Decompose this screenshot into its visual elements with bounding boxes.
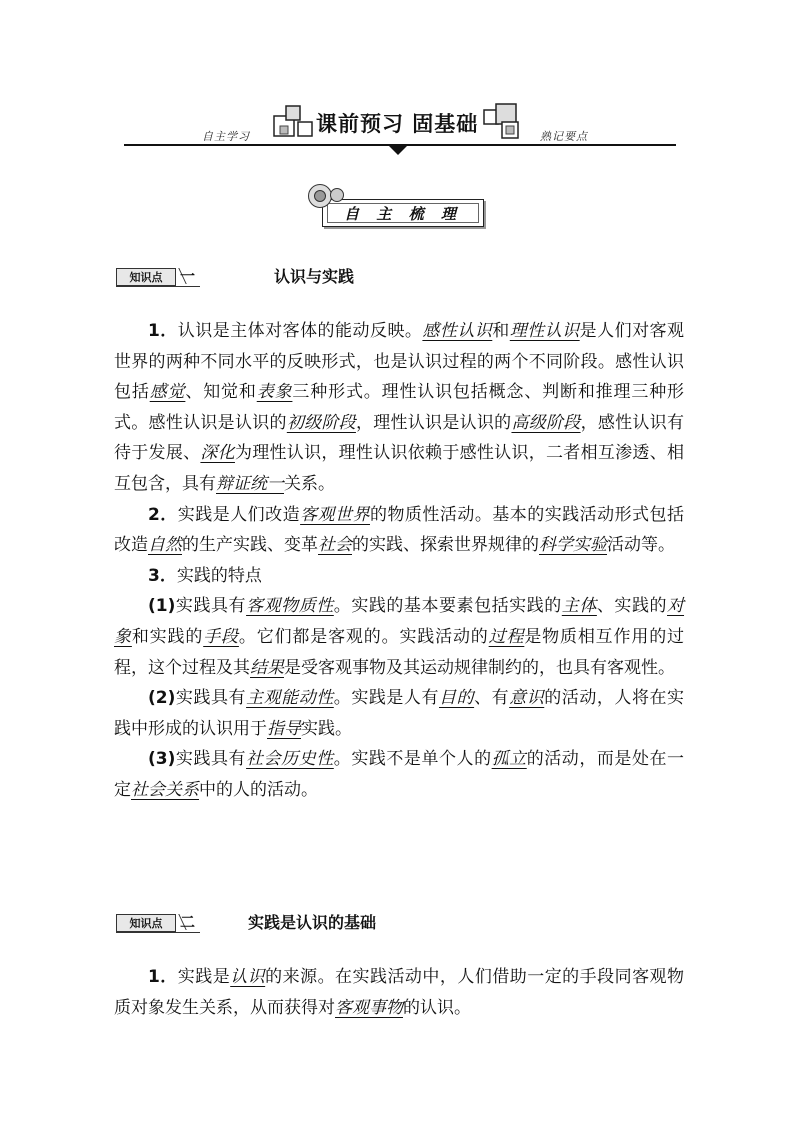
circle-ornament-icon (314, 190, 326, 202)
knowledge-point-title: 认识与实践 (274, 267, 355, 286)
paragraph-text: 的活动，而是处在一定 (114, 749, 685, 800)
paragraph-text: 的来源。在实践活动中，人们借助一定的手段同客观物质对象发生关系，从而获得对 (114, 967, 685, 1018)
underlined-term: 理性认识 (509, 321, 580, 341)
paragraph-text: ，感性认识有待于发展、 (114, 412, 684, 464)
knowledge-point-tag (116, 267, 198, 285)
paragraph (114, 962, 684, 1023)
underlined-term: 初级阶段 (286, 412, 356, 433)
knowledge-point-body (114, 316, 684, 806)
paragraph-text: 、知觉和 (185, 382, 257, 403)
paragraph-text: 的实践、探索世界规律的 (352, 535, 539, 556)
paragraph-text: 、有 (474, 688, 510, 709)
underlined-term: 社会关系 (131, 779, 199, 800)
paragraph (114, 316, 684, 500)
header-right-caption: 熟记要点 (540, 130, 588, 143)
paragraph-number: (1) (148, 596, 176, 617)
page-title: 课前预习 固基础 (316, 112, 479, 136)
underlined-term: 目的 (439, 688, 475, 709)
paragraph (114, 561, 684, 592)
paragraph-text: 是物质相互作用的过程，这个过程及其 (114, 626, 685, 678)
paragraph (114, 683, 684, 744)
paragraph-text: 实践是 (177, 967, 231, 987)
underlined-term: 孤立 (491, 749, 527, 770)
underlined-term: 感性认识 (422, 321, 493, 341)
underlined-term: 主体 (561, 596, 597, 617)
underlined-term: 深化 (200, 443, 235, 464)
paragraph-text: 。它们都是客观的。实践活动的 (238, 626, 489, 647)
square-ornament-icon (272, 102, 316, 144)
section-banner (304, 184, 490, 228)
paragraph-text: 的物质性活动。基本的实践活动形式包括改造 (114, 504, 685, 556)
paragraph-text: 和 (492, 321, 510, 341)
paragraph-text: 和实践的 (131, 626, 204, 647)
underlined-term: 科学实验 (539, 535, 607, 556)
knowledge-point-heading (116, 912, 377, 932)
paragraph-number: (3) (148, 749, 176, 770)
underlined-term: 客观世界 (300, 504, 370, 525)
underlined-term: 高级阶段 (511, 412, 581, 433)
paragraph (114, 744, 684, 805)
square-ornament-icon (480, 102, 524, 144)
paragraph-text: 、实践的 (596, 596, 668, 617)
down-arrow-icon (388, 145, 408, 155)
knowledge-point-body (114, 962, 684, 1023)
paragraph-text: 的认识。 (403, 997, 471, 1018)
paragraph-number: (2) (148, 688, 176, 709)
paragraph-text: 。实践的基本要素包括实践的 (333, 596, 562, 617)
header-left-caption: 自主学习 (202, 130, 250, 143)
underlined-term: 意识 (509, 688, 545, 709)
paragraph-text: 实践是人们改造 (177, 504, 301, 525)
paragraph-text: 实践具有 (175, 688, 247, 709)
paragraph-text: 实践。 (301, 718, 352, 739)
paragraph-text: 三种形式。理性认识包括概念、判断和推理三种形式。感性认识是认识的 (114, 382, 685, 433)
paragraph-text: 是受客观事物及其运动规律制约的，也具有客观性。 (284, 657, 675, 678)
underlined-term: 辩证统一 (216, 473, 284, 494)
underlined-term: 表象 (256, 382, 293, 403)
paragraph-number: 1． (148, 321, 178, 341)
paragraph-number: 3． (148, 565, 177, 586)
knowledge-point-heading (116, 266, 355, 286)
page-header (0, 0, 794, 160)
underlined-term: 过程 (488, 626, 525, 647)
underlined-term: 感觉 (149, 382, 186, 403)
underlined-term: 自然 (148, 535, 182, 556)
underlined-term: 社会 (318, 535, 352, 556)
paragraph-text: 活动等。 (607, 535, 675, 556)
paragraph-text: 为理性认识，理性认识依赖于感性认识，二者相互渗透、相互包含，具有 (114, 443, 684, 494)
underlined-term: 认识 (230, 967, 266, 987)
underlined-term: 结果 (250, 657, 284, 678)
knowledge-point-number: 一 (180, 267, 196, 285)
paragraph (114, 500, 684, 561)
knowledge-point-label: 知识点 (116, 268, 176, 286)
paragraph-text: 。实践不是单个人的 (333, 749, 492, 770)
paragraph-number: 1． (148, 967, 178, 987)
underlined-term: 主观能动性 (246, 688, 334, 709)
paragraph-text: 实践具有 (175, 596, 247, 617)
paragraph-text: 实践具有 (175, 749, 247, 770)
paragraph-text: 中的人的活动。 (199, 779, 318, 800)
paragraph-text: ，理性认识是认识的 (355, 412, 512, 433)
paragraph-text: 的生产实践、变革 (182, 535, 318, 556)
section-box (322, 199, 484, 227)
paragraph-text: 关系。 (284, 473, 335, 494)
paragraph (114, 591, 684, 683)
knowledge-point-label: 知识点 (116, 914, 176, 932)
circle-ornament-icon (330, 188, 344, 202)
paragraph-text: 认识是主体对客体的能动反映。 (177, 321, 423, 341)
underlined-term: 客观事物 (335, 997, 403, 1018)
knowledge-point-title: 实践是认识的基础 (248, 913, 377, 932)
underlined-term: 对象 (114, 596, 685, 647)
section-title: 自 主 梳 理 (327, 203, 479, 223)
paragraph-number: 2． (148, 504, 178, 525)
underlined-term: 社会历史性 (246, 749, 334, 770)
paragraph-text: 。实践是人有 (333, 688, 440, 709)
underlined-term: 客观物质性 (246, 596, 334, 617)
knowledge-point-tag (116, 913, 198, 931)
paragraph-text: 实践的特点 (176, 565, 262, 586)
paragraph-text: 的活动，人将在实践中形成的认识用于 (114, 688, 685, 739)
paragraph-text: 是人们对客观世界的两种不同水平的反映形式，也是认识过程的两个不同阶段。感性认识包括 (114, 321, 685, 403)
underlined-term: 指导 (267, 718, 301, 739)
underlined-term: 手段 (203, 626, 239, 647)
knowledge-point-number: 二 (180, 913, 196, 931)
